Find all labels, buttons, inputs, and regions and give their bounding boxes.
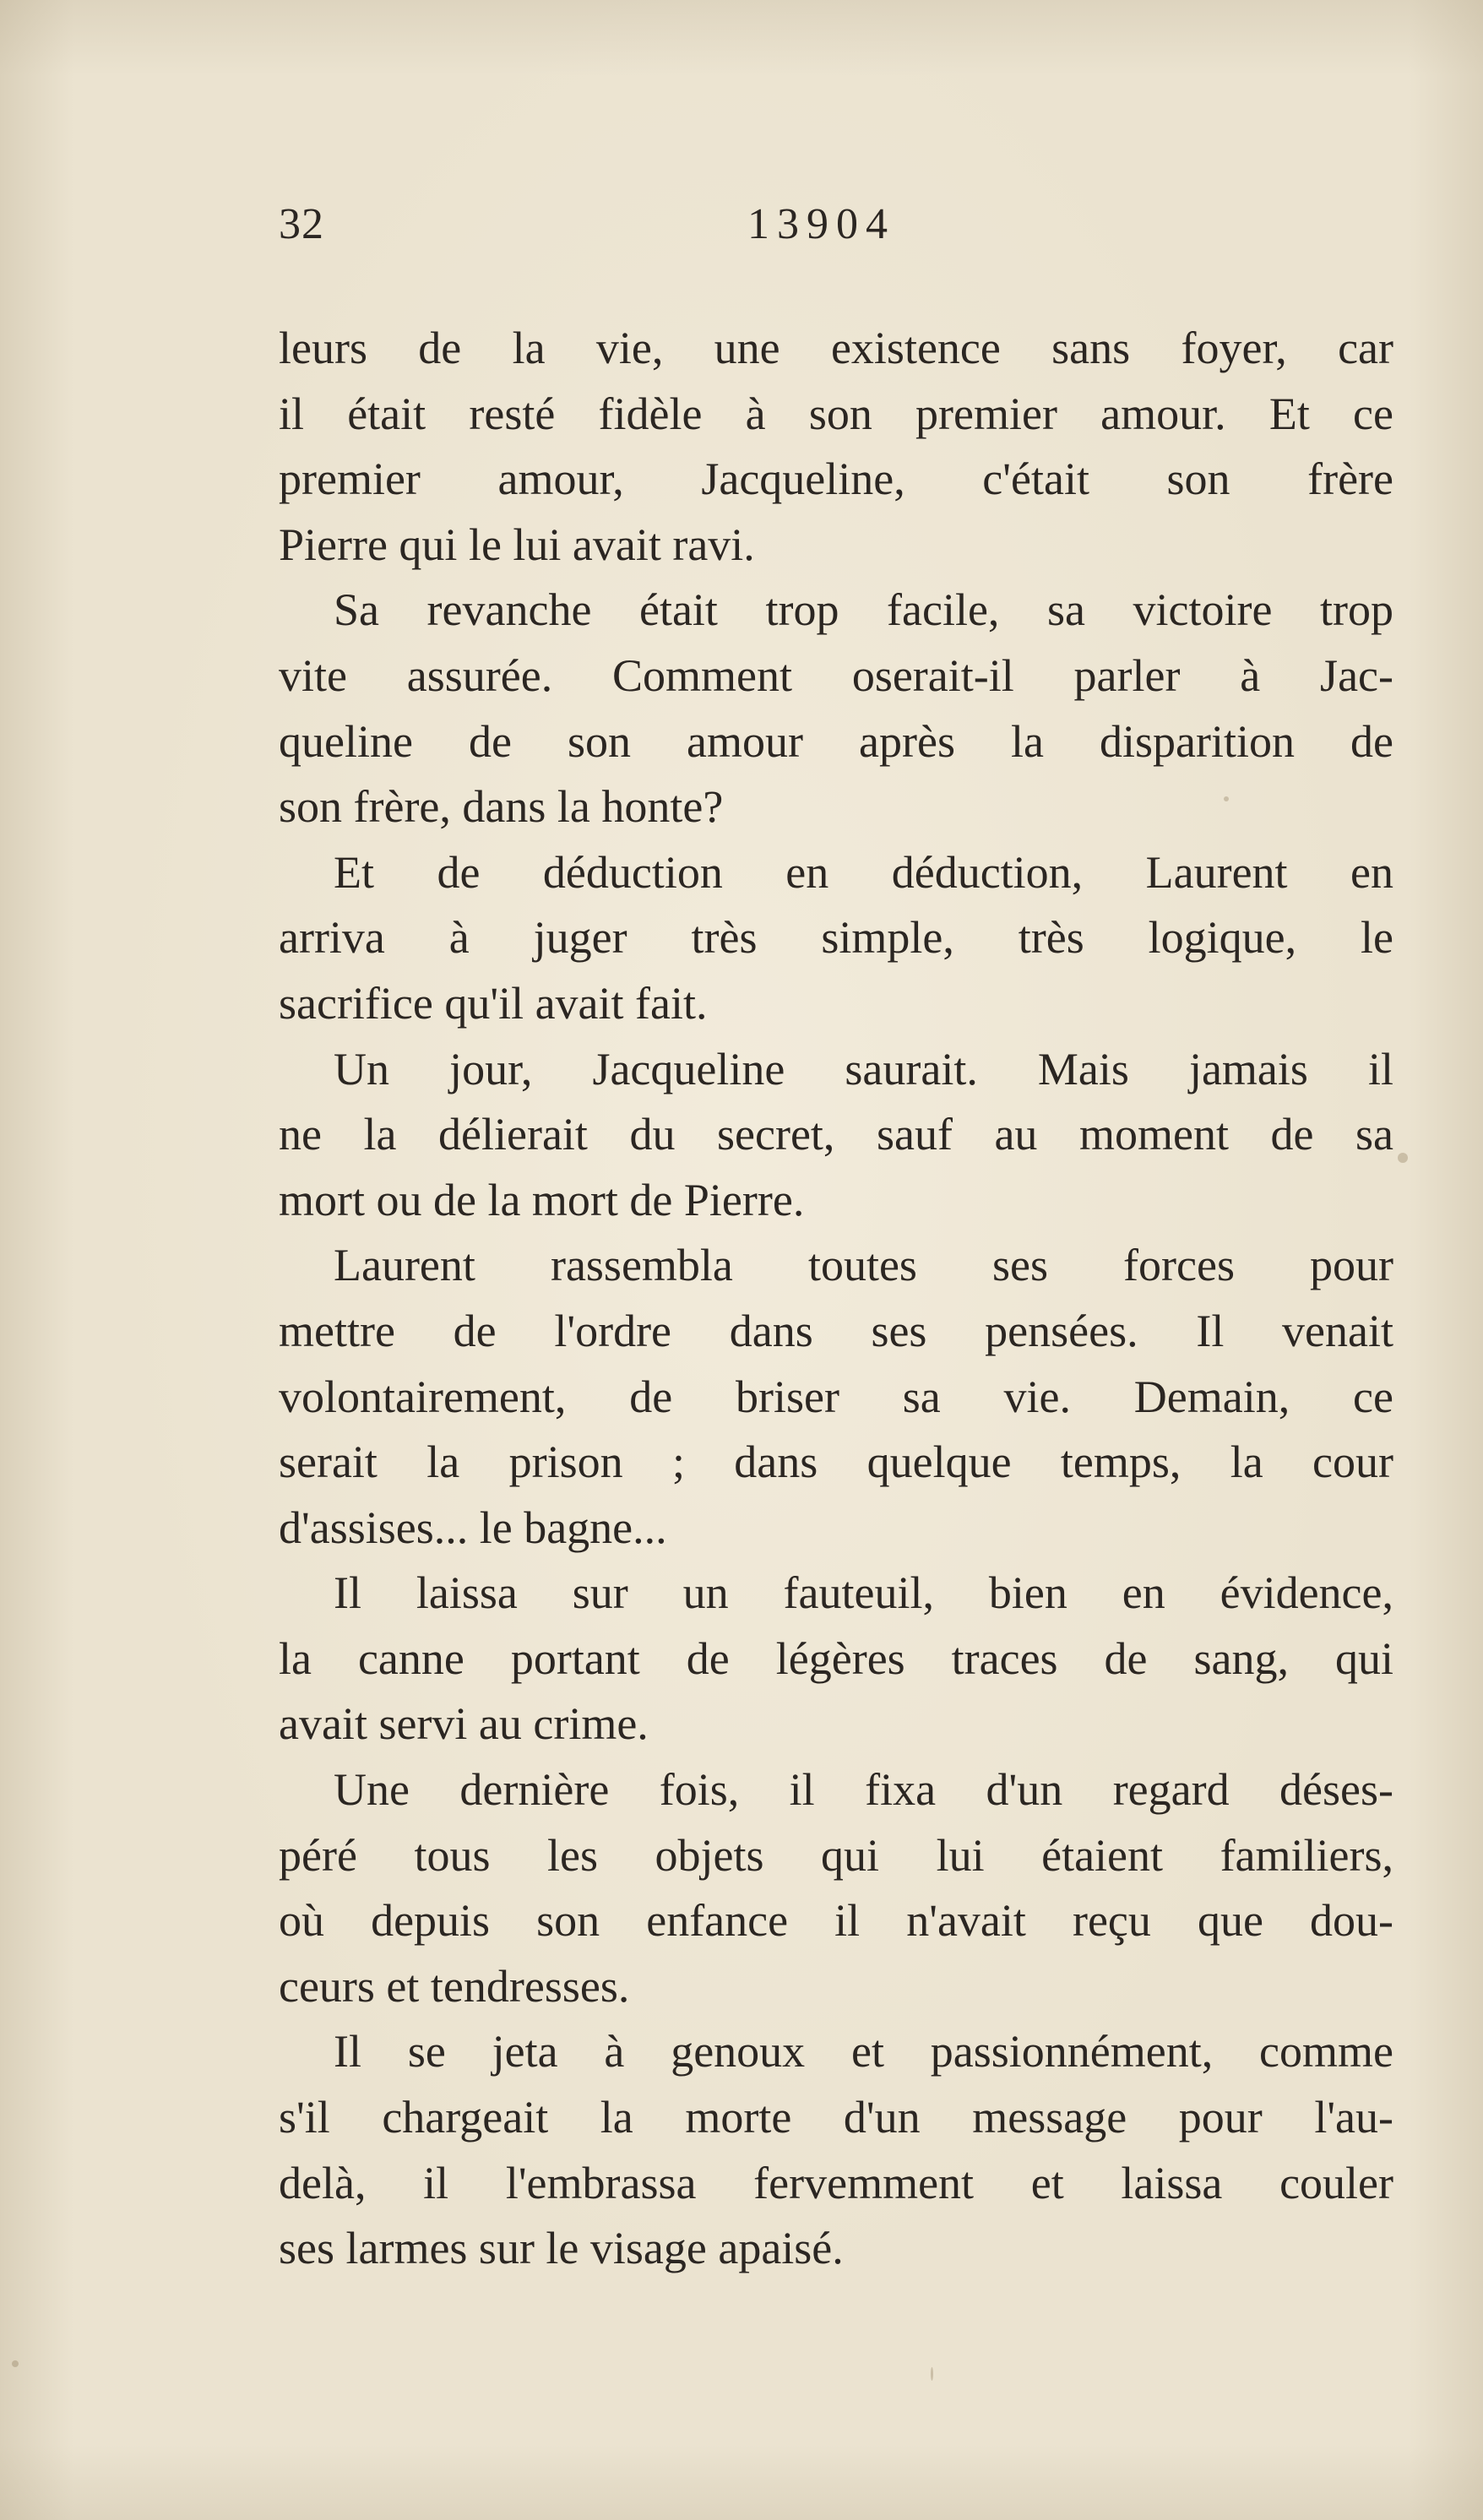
text-line: avait servi au crime. [279, 1698, 649, 1750]
body-text [279, 316, 1393, 2282]
text-line: Sa revanche était trop facile, sa victoire trop [334, 584, 1393, 636]
text-line: Laurent rassembla toutes ses forces pour [334, 1240, 1393, 1291]
paper-blemish [1224, 796, 1229, 801]
text-line: mort ou de la mort de Pierre. [279, 1174, 805, 1225]
text-line: la canne portant de légères traces de sang, qui [279, 1632, 1393, 1684]
text-line: ceurs et tendresses. [279, 1960, 630, 2012]
text-line: son frère, dans la honte? [279, 781, 724, 833]
text-line: queline de son amour après la disparition de [279, 715, 1393, 767]
text-line: Et de déduction en déduction, Laurent en [334, 846, 1393, 898]
text-line: delà, il l'embrassa fervemment et laissa couler [279, 2157, 1393, 2208]
text-line: Un jour, Jacqueline saurait. Mais jamais il [334, 1043, 1393, 1094]
text-line: péré tous les objets qui lui étaient familiers, [279, 1829, 1393, 1881]
text-line: volontairement, de briser sa vie. Demain, ce [279, 1371, 1393, 1422]
text-line: où depuis son enfance il n'avait reçu que dou- [279, 1895, 1393, 1947]
text-line: s'il chargeait la morte d'un message pour l'au- [279, 2092, 1393, 2143]
text-line: mettre de l'ordre dans ses pensées. Il venait [279, 1305, 1393, 1356]
text-line: Une dernière fois, il fixa d'un regard déses- [334, 1764, 1393, 1816]
text-line: Il laissa sur un fauteuil, bien en évidence, [334, 1567, 1393, 1619]
text-line: ses larmes sur le visage apaisé. [279, 2223, 844, 2274]
text-line: sacrifice qu'il avait fait. [279, 977, 708, 1029]
text-line: il était resté fidèle à son premier amour. Et ce [279, 388, 1393, 439]
paper-blemish [931, 2367, 933, 2381]
text-line: d'assises... le bagne... [279, 1502, 667, 1553]
text-line: premier amour, Jacqueline, c'était son frère [279, 453, 1393, 505]
text-line: leurs de la vie, une existence sans foyer, car [279, 323, 1393, 373]
paper-blemish [1398, 1153, 1408, 1163]
text-line: Il se jeta à genoux et passionnément, comme [334, 2026, 1393, 2077]
paper-blemish [12, 2360, 19, 2367]
text-line: arriva à juger très simple, très logique, le [279, 912, 1393, 964]
text-line: ne la délierait du secret, sauf au moment de sa [279, 1109, 1393, 1160]
text-line: Pierre qui le lui avait ravi. [279, 519, 755, 570]
running-title: 13904 [747, 200, 895, 248]
running-head [279, 199, 1393, 267]
text-line: vite assurée. Comment oserait-il parler à Jac- [279, 649, 1393, 701]
text-line: serait la prison ; dans quelque temps, la cour [279, 1437, 1393, 1488]
page-number: 32 [279, 200, 324, 248]
